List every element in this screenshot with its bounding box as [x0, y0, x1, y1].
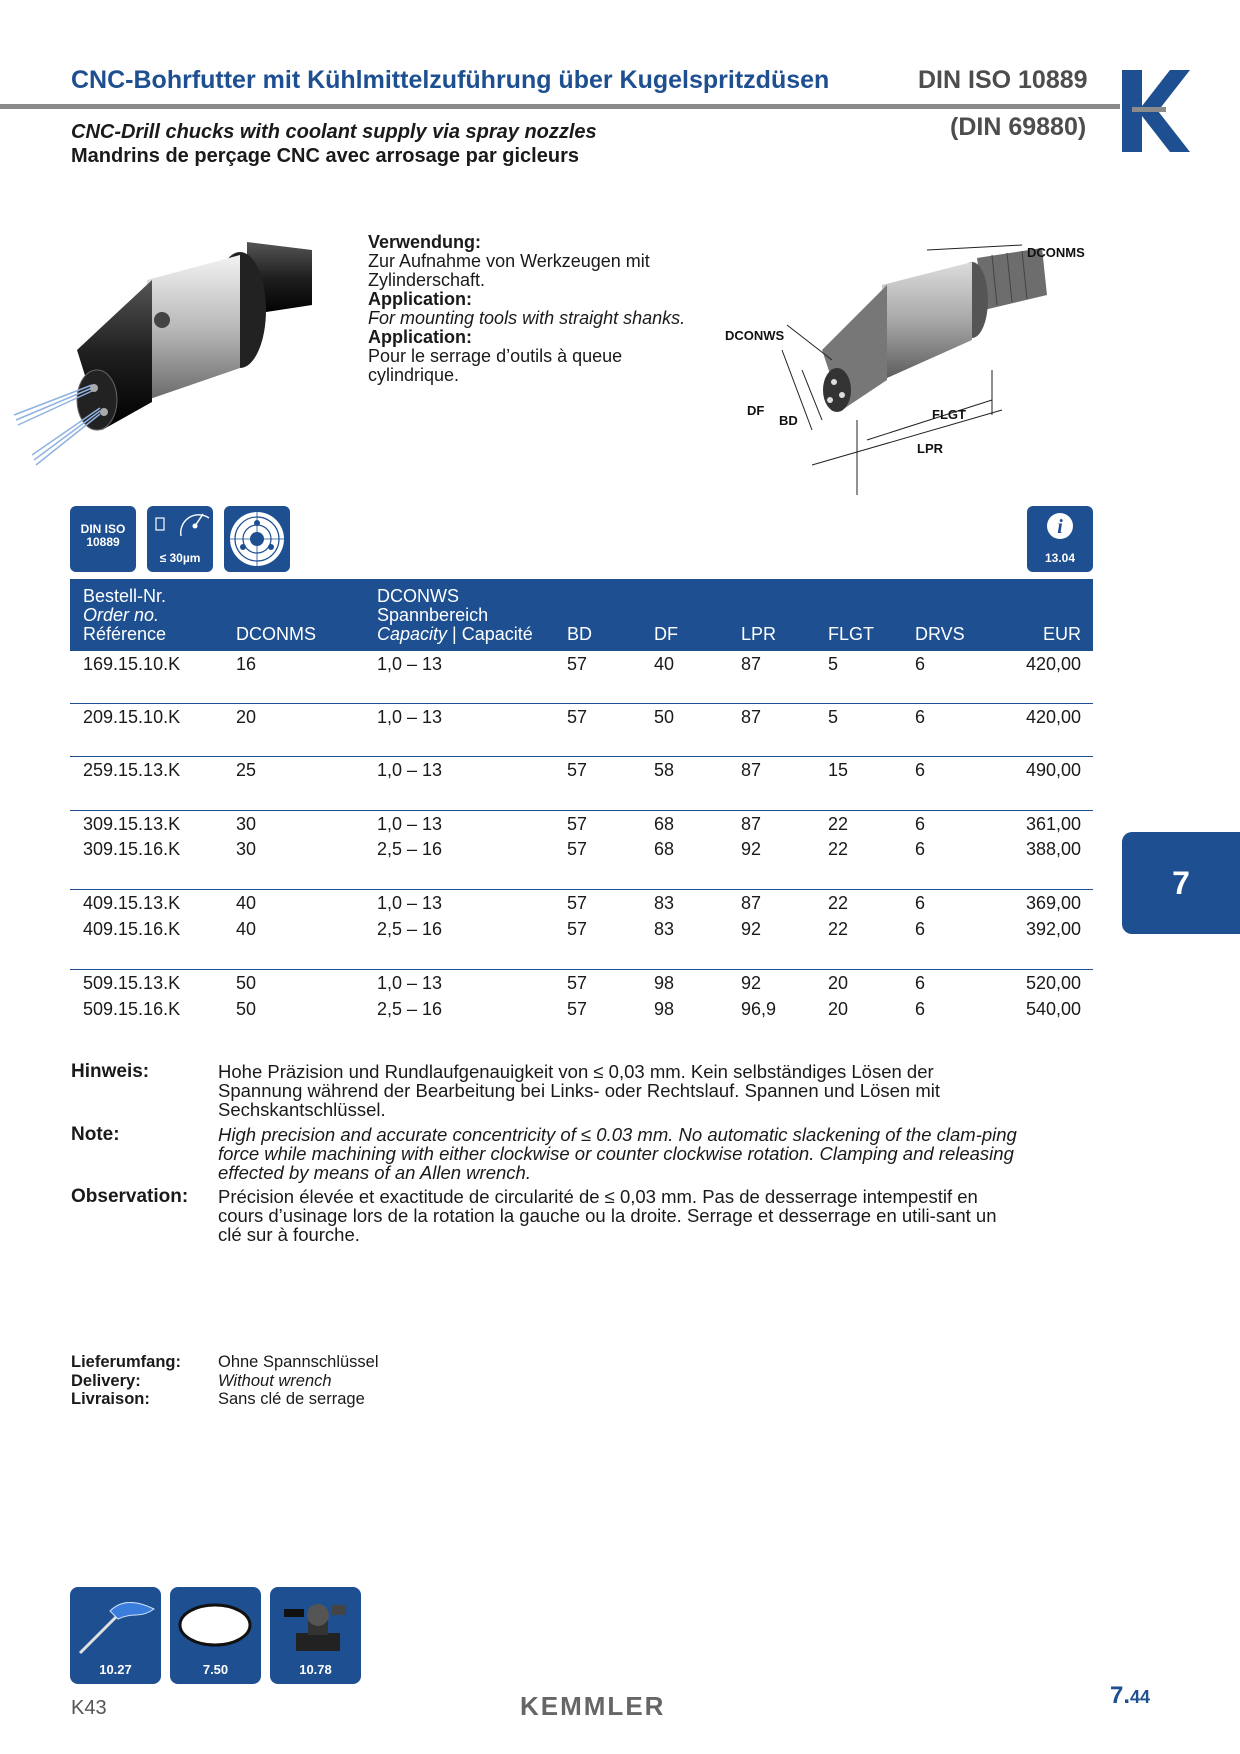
- application-text-fr: Pour le serrage d’outils à queue cylindrique.: [368, 346, 623, 385]
- cell-flgt: 5: [828, 654, 839, 674]
- cell-range: 1,0 – 13: [377, 707, 443, 728]
- cell-drvs: 6: [915, 998, 926, 1019]
- cell-lpr: 87: [741, 707, 762, 728]
- standard-label: DIN ISO 10889: [918, 66, 1088, 94]
- cell-eur: 420,00: [1025, 654, 1081, 674]
- cell-bd: 57: [567, 973, 588, 994]
- cell-bd: 57: [567, 998, 588, 1019]
- dim-label-df: DF: [747, 403, 765, 418]
- cell-range: 1,0 – 13: [377, 813, 443, 834]
- header-rule: [0, 104, 1120, 109]
- accessory-ref: 10.78: [299, 1662, 332, 1677]
- o-ring-icon: [170, 1587, 261, 1659]
- cell-df: 98: [654, 973, 675, 994]
- col-header-drvs: DRVS: [915, 624, 965, 644]
- cell-range: 1,0 – 13: [377, 973, 443, 994]
- cell-dconms: 25: [236, 760, 257, 781]
- cell-lpr: 87: [741, 813, 762, 834]
- accessory-fixture[interactable]: [270, 1587, 361, 1684]
- col-header-dconms: DCONMS: [236, 624, 316, 644]
- cell-lpr: 92: [741, 918, 762, 939]
- cell-range: 1,0 – 13: [377, 893, 443, 914]
- cell-lpr: 92: [741, 839, 762, 860]
- cell-eur: 392,00: [1025, 918, 1081, 939]
- cell-bd: 57: [567, 918, 588, 939]
- col-header-flgt: FLGT: [828, 624, 875, 644]
- note-text-de: Hohe Präzision und Rundlaufgenauigkeit von ≤ 0,03 mm. Kein selbständiges Lösen der Spannung während der Bearbeitung bei Links- oder Rechtslauf. Spannen und Lösen mit Sechskantschlüssel.: [218, 1061, 940, 1120]
- cell-df: 40: [654, 654, 675, 674]
- cell-flgt: 15: [828, 760, 849, 781]
- cell-df: 98: [654, 998, 675, 1019]
- cell-flgt: 5: [828, 707, 839, 728]
- tool-setting-fixture-icon: [270, 1587, 361, 1659]
- table-row: [70, 703, 1093, 730]
- cell-df: 83: [654, 918, 675, 939]
- cell-lpr: 87: [741, 893, 762, 914]
- dimension-diagram: [722, 240, 1092, 495]
- cell-range: 1,0 – 13: [377, 654, 443, 674]
- col-header-eur: EUR: [1042, 624, 1081, 644]
- note-label-en: Note:: [71, 1124, 120, 1145]
- cell-dconms: 16: [236, 654, 257, 674]
- svg-text:i: i: [1057, 516, 1063, 538]
- cell-drvs: 6: [915, 893, 926, 914]
- cell-dconms: 30: [236, 813, 257, 834]
- cell-lpr: 92: [741, 973, 762, 994]
- table-row: [70, 756, 1093, 783]
- col-header-df: DF: [654, 624, 678, 644]
- delivery-labels: Lieferumfang: Delivery: Livraison:: [71, 1353, 182, 1408]
- cell-range: 2,5 – 16: [377, 839, 443, 860]
- cell-order: 169.15.10.K: [83, 654, 181, 674]
- accessory-wrench[interactable]: [70, 1587, 161, 1684]
- dim-label-dconms: DCONMS: [1027, 245, 1085, 260]
- cell-df: 68: [654, 839, 675, 860]
- cell-dconms: 40: [236, 918, 257, 939]
- cell-drvs: 6: [915, 760, 926, 781]
- table-row: [70, 996, 1093, 1023]
- cell-eur: 520,00: [1025, 973, 1081, 994]
- col-header-order: Bestell-Nr. Order no. Référence: [83, 586, 167, 644]
- table-group-spacer: [70, 677, 1093, 704]
- table-row: [70, 836, 1093, 863]
- cell-df: 50: [654, 707, 675, 728]
- page-title-fr: Mandrins de perçage CNC avec arrosage par gicleurs: [71, 145, 579, 167]
- cell-bd: 57: [567, 707, 588, 728]
- note-text-en: High precision and accurate concentricity of ≤ 0.03 mm. No automatic slackening of the clam-ping force while machining with either clockwise or counter clockwise rotation. Clamping and releasing effected by means of an Allen wrench.: [218, 1124, 1017, 1183]
- cell-eur: 420,00: [1025, 707, 1081, 728]
- cell-bd: 57: [567, 654, 588, 674]
- note-label-fr: Observation:: [71, 1186, 189, 1207]
- table-row: [70, 889, 1093, 916]
- cell-bd: 57: [567, 893, 588, 914]
- cell-df: 68: [654, 813, 675, 834]
- cell-flgt: 22: [828, 893, 849, 914]
- cell-order: 509.15.13.K: [83, 973, 181, 994]
- info-ref-label: 13.04: [1044, 551, 1076, 565]
- cell-range: 1,0 – 13: [377, 760, 443, 781]
- cell-dconms: 50: [236, 998, 257, 1019]
- cell-flgt: 22: [828, 813, 849, 834]
- cell-lpr: 87: [741, 760, 762, 781]
- cell-bd: 57: [567, 813, 588, 834]
- din-iso-badge-line2: 10889: [86, 535, 120, 549]
- application-text-en: For mounting tools with straight shanks.: [368, 308, 686, 328]
- application-label-de: Verwendung:: [368, 232, 482, 252]
- dim-label-dconws: DCONWS: [725, 328, 785, 343]
- cell-order: 509.15.16.K: [83, 998, 181, 1019]
- cell-drvs: 6: [915, 918, 926, 939]
- cell-dconms: 50: [236, 973, 257, 994]
- drill-chuck-photo: [12, 240, 332, 475]
- application-label-en: Application:: [368, 289, 472, 309]
- cell-range: 2,5 – 16: [377, 998, 443, 1019]
- din-iso-badge-line1: DIN ISO: [80, 522, 126, 536]
- dim-label-flgt: FLGT: [932, 407, 966, 422]
- note-label-de: Hinweis:: [71, 1061, 150, 1082]
- accessory-ref: 10.27: [99, 1662, 132, 1677]
- cell-eur: 388,00: [1025, 839, 1081, 860]
- cell-drvs: 6: [915, 973, 926, 994]
- cell-order: 309.15.13.K: [83, 813, 181, 834]
- cell-order: 259.15.13.K: [83, 760, 181, 781]
- coolant-nozzle-icon: [224, 506, 290, 572]
- cell-drvs: 6: [915, 839, 926, 860]
- t-handle-wrench-icon: [70, 1587, 161, 1659]
- cell-order: 409.15.16.K: [83, 918, 181, 939]
- dim-label-bd: BD: [779, 413, 798, 428]
- product-table-body: [70, 650, 1093, 1022]
- cell-lpr: 96,9: [741, 998, 777, 1019]
- cell-drvs: 6: [915, 813, 926, 834]
- din-iso-badge: [70, 506, 136, 572]
- table-group-spacer: [70, 863, 1093, 890]
- cell-lpr: 87: [741, 654, 762, 674]
- page-title-de: CNC-Bohrfutter mit Kühlmittelzuführung über Kugelspritzdüsen: [71, 66, 830, 94]
- table-group-spacer: [70, 943, 1093, 970]
- cell-df: 83: [654, 893, 675, 914]
- cell-eur: 540,00: [1025, 998, 1081, 1019]
- cell-flgt: 22: [828, 918, 849, 939]
- cell-flgt: 20: [828, 973, 849, 994]
- table-row: [70, 969, 1093, 996]
- cell-order: 309.15.16.K: [83, 839, 181, 860]
- cell-bd: 57: [567, 839, 588, 860]
- cell-eur: 361,00: [1025, 813, 1081, 834]
- runout-gauge-label: ≤ 30µm: [159, 551, 201, 565]
- table-row: [70, 916, 1093, 943]
- runout-gauge-icon: [147, 506, 213, 572]
- cell-drvs: 6: [915, 707, 926, 728]
- cell-eur: 369,00: [1025, 893, 1081, 914]
- table-row: [70, 810, 1093, 837]
- kemmler-logo-icon: [1122, 70, 1190, 152]
- note-text-fr: Précision élevée et exactitude de circularité de ≤ 0,03 mm. Pas de desserrage intempestif en cours d’usinage lors de la rotation la gauche ou la droite. Serrage et desserrage en utili-sant un clé sur à fourche.: [218, 1186, 997, 1245]
- cell-dconms: 20: [236, 707, 257, 728]
- delivery-texts: Ohne Spannschlüssel Without wrench Sans clé de serrage: [218, 1353, 379, 1408]
- cell-range: 2,5 – 16: [377, 918, 443, 939]
- accessory-o-ring[interactable]: [170, 1587, 261, 1684]
- table-row: [70, 650, 1093, 677]
- cell-flgt: 20: [828, 998, 849, 1019]
- application-label-fr: Application:: [368, 327, 472, 347]
- application-text-de: Zur Aufnahme von Werkzeugen mit Zylinderschaft.: [368, 251, 650, 290]
- cell-drvs: 6: [915, 654, 926, 674]
- cell-order: 209.15.10.K: [83, 707, 181, 728]
- cell-dconms: 30: [236, 839, 257, 860]
- cell-flgt: 22: [828, 839, 849, 860]
- page-title-en: CNC-Drill chucks with coolant supply via spray nozzles: [71, 121, 597, 143]
- table-header: [70, 579, 1093, 650]
- footer-brand: KEMMLER: [520, 1691, 666, 1721]
- info-icon[interactable]: [1027, 506, 1093, 572]
- chapter-tab[interactable]: 7: [1122, 832, 1240, 934]
- table-group-spacer: [70, 730, 1093, 757]
- standard-old-label: (DIN 69880): [950, 113, 1087, 141]
- table-group-spacer: [70, 783, 1093, 810]
- col-header-bd: BD: [567, 624, 593, 644]
- col-header-dconws: DCONWS Spannbereich Capacity | Capacité: [377, 586, 533, 644]
- cell-order: 409.15.13.K: [83, 893, 181, 914]
- cell-dconms: 40: [236, 893, 257, 914]
- col-header-lpr: LPR: [741, 624, 777, 644]
- accessory-ref: 7.50: [202, 1662, 229, 1677]
- dim-label-lpr: LPR: [917, 441, 943, 456]
- cell-df: 58: [654, 760, 675, 781]
- page-number: 7.44: [1110, 1682, 1151, 1709]
- catalog-code: K43: [71, 1697, 107, 1719]
- application-block: [368, 233, 708, 385]
- cell-bd: 57: [567, 760, 588, 781]
- cell-eur: 490,00: [1025, 760, 1081, 781]
